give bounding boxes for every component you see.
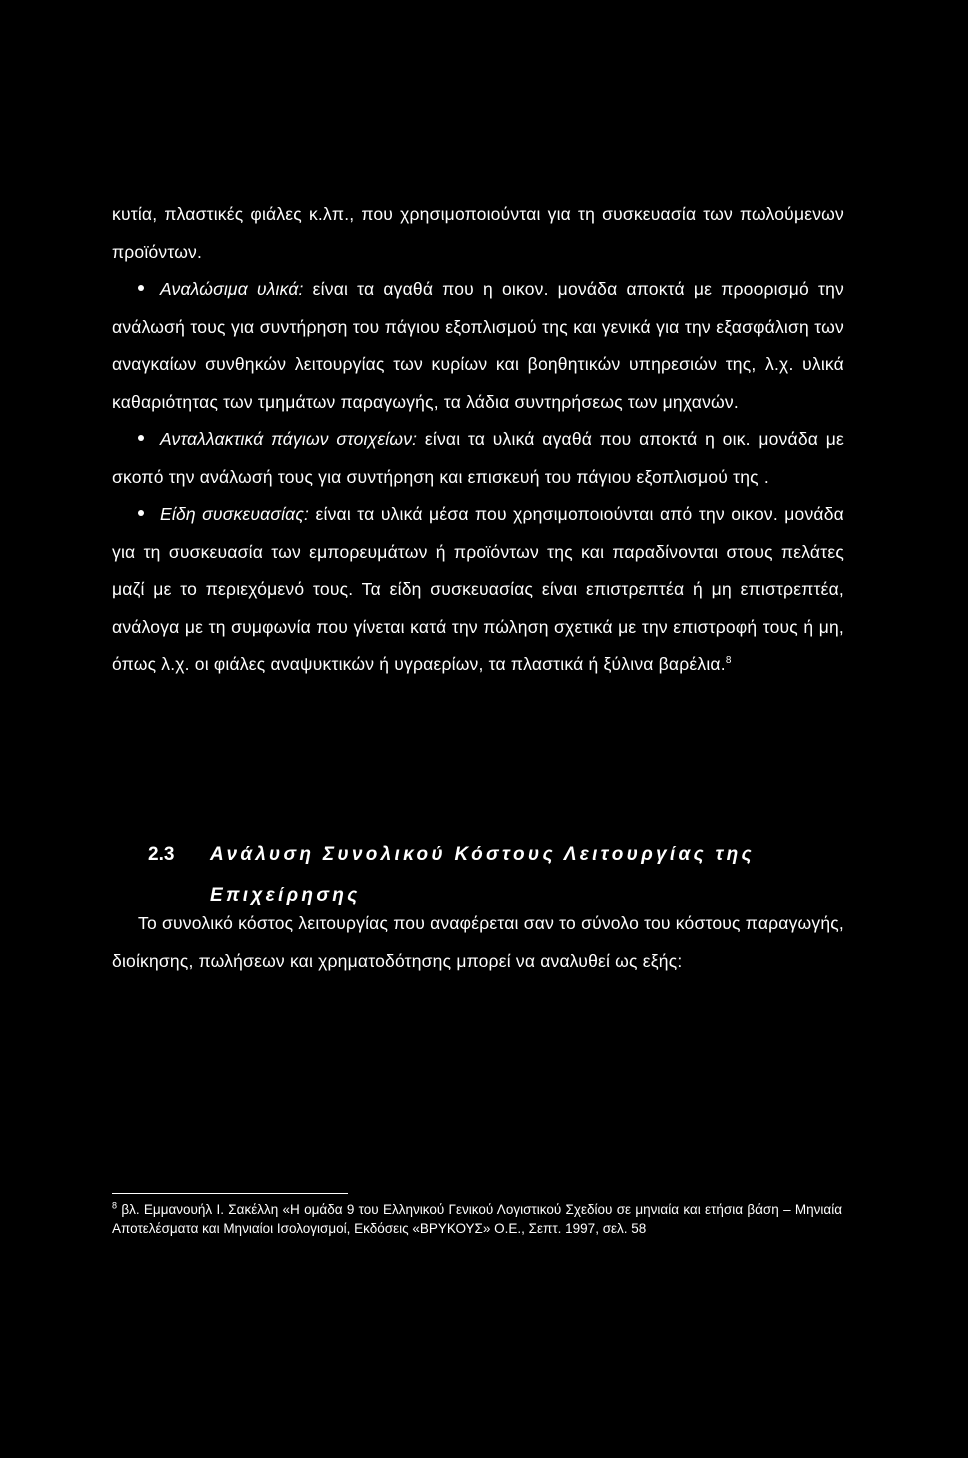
bullet-icon <box>138 510 144 516</box>
term-spare-parts: Ανταλλακτικά πάγιων στοιχείων: <box>160 429 418 449</box>
bullet-icon <box>138 285 144 291</box>
definition-spare-parts: είναι τα υλικά αγαθά που αποκτά η οικ. μονάδα με σκοπό την ανάλωσή τους για συντήρηση και επισκευή του πάγιου εξοπλισμού της . <box>112 429 844 487</box>
footnote-marker: 8 <box>112 1200 118 1211</box>
bullet-icon <box>138 435 144 441</box>
footnote-reference: 8 <box>725 655 732 667</box>
section-number: 2.3 <box>148 844 175 865</box>
footnote-text: βλ. Εμμανουήλ Ι. Σακέλλη «Η ομάδα 9 του Ελληνικού Γενικού Λογιστικού Σχεδίου σε μηνιαία και ετήσια βάση – Μηνιαία Αποτελέσματα και Μηνιαίοι Ισολογισμοί, Εκδόσεις «ΒΡΥΚΟΥΣ» Ο.Ε., Σεπτ. 1997, σελ. 58 <box>112 1202 842 1236</box>
bullet-item-spare-parts <box>112 421 844 496</box>
term-packaging: Είδη συσκευασίας: <box>160 504 310 524</box>
bullet-item-packaging <box>112 496 844 684</box>
footnote <box>112 1200 842 1238</box>
footnote-separator <box>112 1193 348 1194</box>
section-title: Ανάλυση Συνολικού Κόστους Λειτουργίας της Επιχείρησης <box>210 844 755 906</box>
term-consumables: Αναλώσιμα υλικά: <box>160 279 304 299</box>
section-paragraph: Το συνολικό κόστος λειτουργίας που αναφέρεται σαν το σύνολο του κόστους παραγωγής, διοίκησης, πωλήσεων και χρηματοδότησης μπορεί να αναλυθεί ως εξής: <box>112 913 844 971</box>
section-body <box>112 905 844 980</box>
bullet-item-consumables <box>112 271 844 421</box>
body-text <box>112 196 844 684</box>
definition-packaging: είναι τα υλικά μέσα που χρησιμοποιούνται από την οικον. μονάδα για τη συσκευασία των εμπορευμάτων ή προϊόντων της και παραδίνονται στους πελάτες μαζί με το περιεχόμενό τους. Τα είδη συσκευασίας είναι επιστρεπτέα ή μη επιστρεπτέα, ανάλογα με τη συμφωνία που γίνεται κατά την πώληση σχετικά με την επιστροφή τους ή μη, όπως λ.χ. οι φιάλες αναψυκτικών ή υγραερίων, τα πλαστικά ή ξύλινα βαρέλια. <box>112 504 844 674</box>
paragraph-continuation: κυτία, πλαστικές φιάλες κ.λπ., που χρησιμοποιούνται για τη συσκευασία των πωλούμενων προϊόντων. <box>112 204 844 262</box>
definition-consumables: είναι τα αγαθά που η οικον. μονάδα αποκτά με προορισμό την ανάλωσή τους για συντήρηση του πάγιου εξοπλισμού της και γενικά για την εξασφάλιση των αναγκαίων συνθηκών λειτουργίας των κυρίων και βοηθητικών υπηρεσιών της, λ.χ. υλικά καθαριότητας των τμημάτων παραγωγής, τα λάδια συντηρήσεως των μηχανών. <box>112 279 844 412</box>
